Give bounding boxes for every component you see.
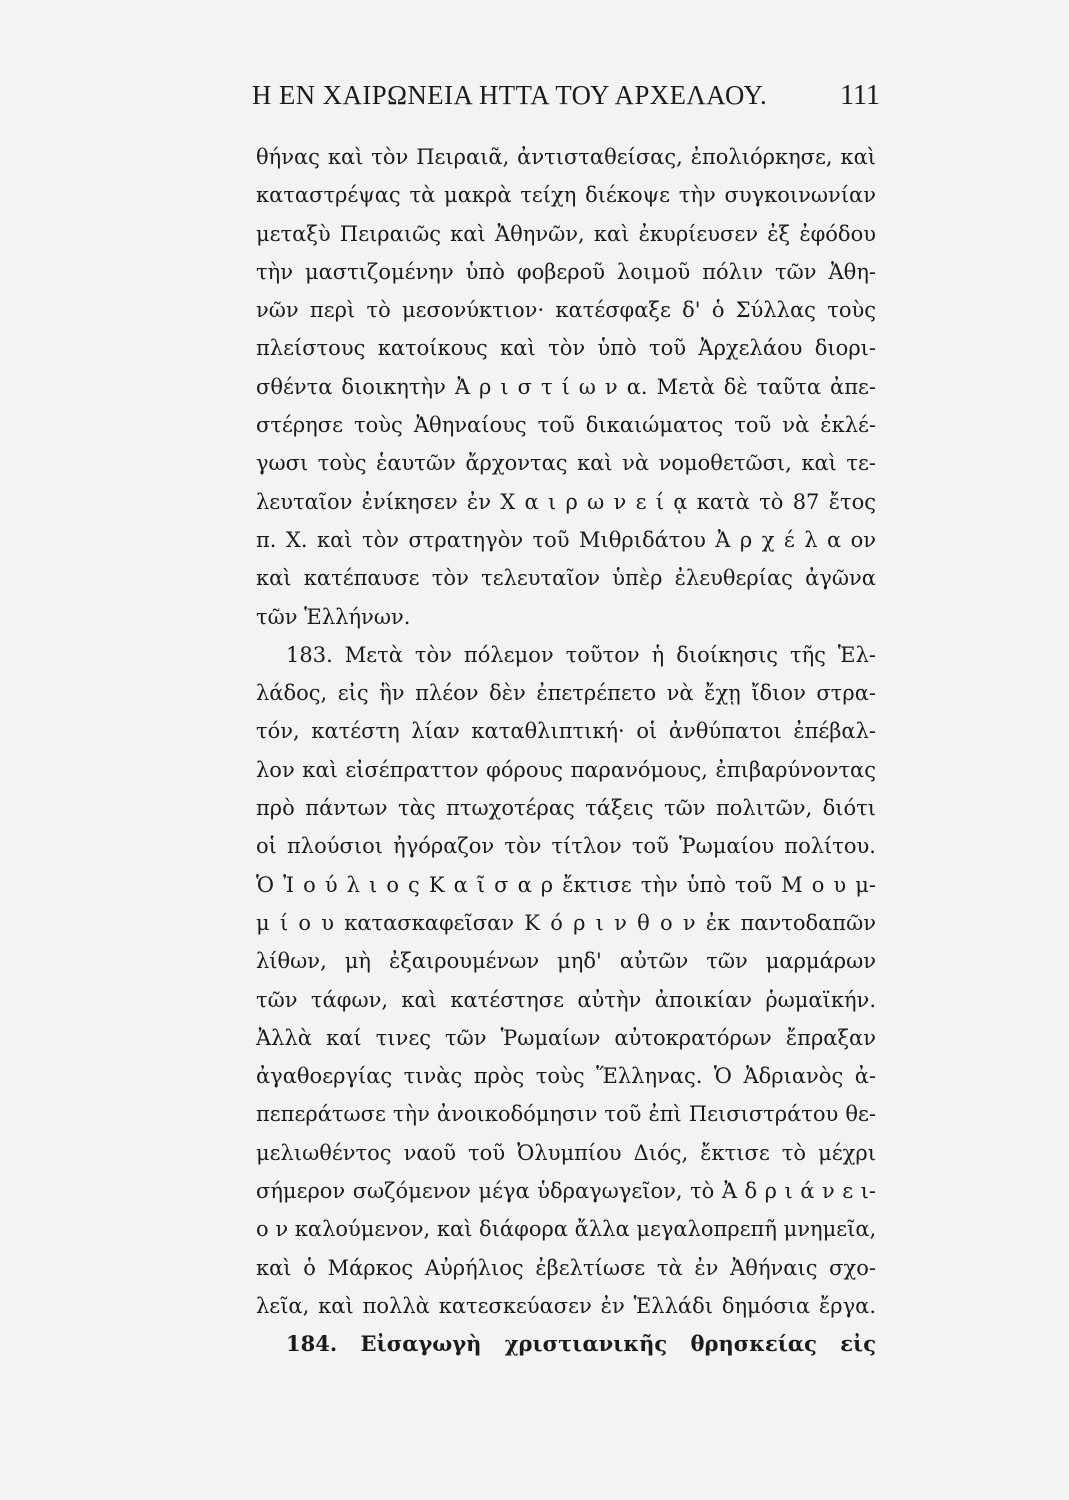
text-line: μελιωθέντος ναοῦ τοῦ Ὀλυμπίου Διός, ἔκτισε τὸ μέχρι — [256, 1140, 876, 1165]
text-line: θήνας καὶ τὸν Πειραιᾶ, ἀντισταθείσας, ἐπολιόρκησε, καὶ — [256, 145, 876, 169]
text-line: γωσι τοὺς ἑαυτῶν ἄρχοντας καὶ νὰ νομοθετῶσι, καὶ τε- — [256, 451, 876, 476]
body-text — [256, 138, 876, 1364]
text-line: λίθων, μὴ ἐξαιρουμένων μηδ' αὐτῶν τῶν μαρμάρων — [256, 949, 876, 974]
section-184-heading: 184. Εἰσαγωγὴ χριστιανικῆς θρησκείας εἰς — [286, 1331, 876, 1357]
text-line: πρὸ πάντων τὰς πτωχοτέρας τάξεις τῶν πολιτῶν, διότι — [256, 796, 876, 821]
text-line: στέρησε τοὺς Ἀθηναίους τοῦ δικαιώματος τοῦ νὰ ἐκλέ- — [256, 413, 876, 438]
paragraph-end-line: τῶν Ἑλλήνων. — [256, 604, 411, 629]
page-header — [252, 80, 880, 120]
text-line: λευταῖον ἐνίκησεν ἐν Χ α ι ρ ω ν ε ί ᾳ κατὰ τὸ 87 ἔτος — [256, 489, 876, 514]
text-line: ἀγαθοεργίας τινὰς πρὸς τοὺς Ἕλληνας. Ὁ Ἀδριανὸς ἀ- — [256, 1064, 876, 1089]
text-line: σθέντα διοικητὴν Ἀ ρ ι σ τ ί ω ν α. Μετὰ δὲ ταῦτα ἀπε- — [256, 374, 876, 399]
running-head: Η ΕΝ ΧΑΙΡΩΝΕΙΑ ΗΤΤΑ ΤΟΥ ΑΡΧΕΛΑΟΥ. — [252, 80, 768, 110]
text-line: ο ν καλούμενον, καὶ διάφορα ἄλλα μεγαλοπρεπῆ μνημεῖα, — [256, 1217, 877, 1242]
text-line: πλείστους κατοίκους καὶ τὸν ὑπὸ τοῦ Ἀρχελάου διορι- — [256, 336, 876, 361]
text-line: λάδος, εἰς ἣν πλέον δὲν ἐπετρέπετο νὰ ἔχῃ ἴδιον στρα- — [256, 681, 876, 706]
page-number: 111 — [840, 80, 880, 111]
text-line: Ἀλλὰ καί τινες τῶν Ῥωμαίων αὐτοκρατόρων ἔπραξαν — [256, 1025, 876, 1050]
text-line: Ὁ Ἰ ο ύ λ ι ο ς Κ α ῖ σ α ρ ἔκτισε τὴν ὑπὸ τοῦ Μ ο υ μ- — [256, 872, 876, 897]
text-line: καὶ ὁ Μάρκος Αὐρήλιος ἐβελτίωσε τὰ ἐν Ἀθήναις σχο- — [256, 1255, 876, 1280]
text-line: καὶ κατέπαυσε τὸν τελευταῖον ὑπὲρ ἐλευθερίας ἀγῶνα — [256, 566, 876, 591]
text-line: οἱ πλούσιοι ἠγόραζον τὸν τίτλον τοῦ Ῥωμαίου πολίτου. — [256, 834, 876, 859]
text-line: τῶν τάφων, καὶ κατέστησε αὐτὴν ἀποικίαν ῥωμαϊκήν. — [256, 987, 876, 1012]
text-line: λεῖα, καὶ πολλὰ κατεσκεύασεν ἐν Ἑλλάδι δημόσια ἔργα. — [256, 1293, 876, 1318]
text-line: τόν, κατέστη λίαν καταθλιπτική· οἱ ἀνθύπατοι ἐπέβαλ- — [256, 719, 876, 744]
text-line: πεπεράτωσε τὴν ἀνοικοδόμησιν τοῦ ἐπὶ Πεισιστράτου θε- — [256, 1102, 876, 1127]
text-line: π. Χ. καὶ τὸν στρατηγὸν τοῦ Μιθριδάτου Ἀ ρ χ έ λ α ον — [256, 527, 876, 552]
text-line: μεταξὺ Πειραιῶς καὶ Ἀθηνῶν, καὶ ἐκυρίευσεν ἐξ ἐφόδου — [256, 221, 876, 246]
text-line: λον καὶ εἰσέπραττον φόρους παρανόμους, ἐπιβαρύνοντας — [256, 757, 876, 782]
text-line: σήμερον σωζόμενον μέγα ὑδραγωγεῖον, τὸ Ἀ δ ρ ι ά ν ε ι- — [256, 1179, 876, 1204]
text-line: τὴν μαστιζομένην ὑπὸ φοβεροῦ λοιμοῦ πόλιν τῶν Ἀθη- — [256, 259, 876, 284]
text-line: καταστρέψας τὰ μακρὰ τείχη διέκοψε τὴν συγκοινωνίαν — [256, 183, 876, 208]
section-183-start: 183. Μετὰ τὸν πόλεμον τοῦτον ἡ διοίκησις τῆς Ἑλ- — [286, 642, 876, 667]
text-line: νῶν περὶ τὸ μεσονύκτιον· κατέσφαξε δ' ὁ Σύλλας τοὺς — [256, 298, 876, 323]
text-line: μ ί ο υ κατασκαφεῖσαν Κ ό ρ ι ν θ ο ν ἐκ παντοδαπῶν — [256, 910, 876, 935]
